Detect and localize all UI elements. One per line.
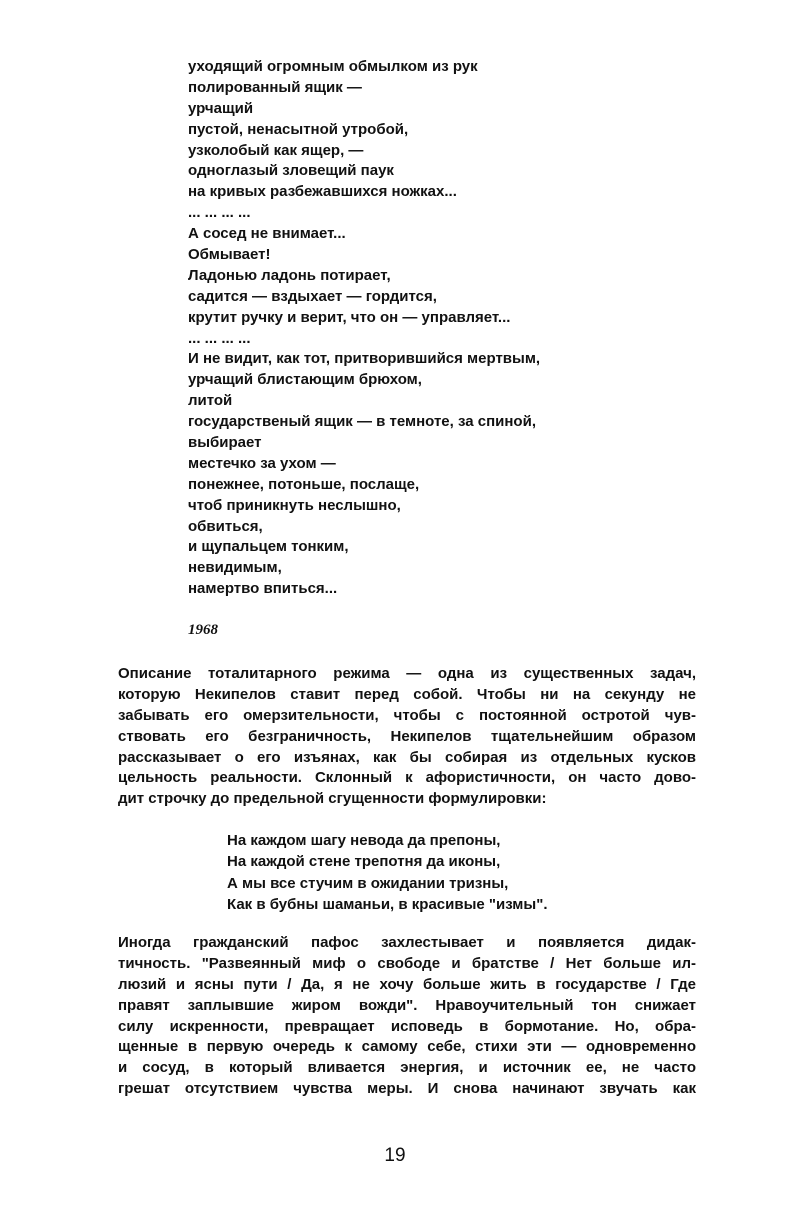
poem-line: понежнее, потоньше, послаще, [188, 475, 420, 493]
poem-line: садится — вздыхает — гордится, [188, 287, 437, 305]
paragraph-line: забывать его омерзительности, чтобы с постоянной остротой чув- [118, 706, 696, 724]
paragraph-line: рассказывает о его изъянах, как бы собирая из отдельных кусков [118, 748, 696, 766]
poem-line: государственый ящик — в темноте, за спиной, [188, 413, 536, 431]
poem-line: Обмывает! [188, 246, 271, 264]
page-number: 19 [384, 1145, 406, 1166]
poem-line: обвиться, [188, 517, 263, 535]
poem-line: А сосед не внимает... [188, 225, 346, 243]
quoted-verse [227, 830, 548, 916]
poem-line: невидимым, [188, 559, 282, 577]
poem-line: урчащий [188, 99, 254, 117]
quote-line: На каждом шагу невода да препоны, [227, 832, 501, 849]
paragraph-line: щенные в первую очередь к самому себе, стихи эти — одновременно [118, 1038, 696, 1056]
poem-line: намертво впиться... [188, 580, 338, 598]
poem-line: И не видит, как тот, притворившийся мертвым, [188, 350, 541, 368]
poem-line: полированный ящик — [188, 78, 362, 96]
poem-line: чтоб приникнуть неслышно, [188, 496, 401, 514]
paragraph-line: цельность реальности. Склонный к афористичности, он часто дово- [118, 769, 696, 787]
paragraph-line: тичность. "Развеянный миф о свободе и братстве / Нет больше ил- [118, 954, 696, 972]
paragraph-2 [118, 933, 696, 1100]
paragraph-line: люзий и ясны пути / Да, я не хочу больше жить в государстве / Где [118, 975, 696, 993]
paragraph-line: грешат отсутствием чувства меры. И снова начинают звучать как [118, 1080, 696, 1098]
quote-line: А мы все стучим в ожидании тризны, [227, 874, 509, 892]
poem-line: выбирает [188, 434, 262, 452]
poem-line: уходящий огромным обмылком из рук [188, 58, 478, 75]
paragraph-line: силу искренности, превращает исповедь в бормотание. Но, обра- [118, 1017, 696, 1035]
poem-line: ... ... ... ... [188, 204, 251, 222]
poem-line: одноглазый зловещий паук [188, 162, 394, 180]
poem-line: и щупальцем тонким, [188, 538, 349, 556]
poem-line: местечко за ухом — [188, 454, 336, 472]
quote-line: На каждой стене трепотня да иконы, [227, 853, 501, 871]
paragraph-line: которую Некипелов ставит перед собой. Чтобы ни на секунду не [118, 685, 696, 703]
paragraph-line: Описание тоталитарного режима — одна из существенных задач, [118, 665, 696, 682]
paragraph-line: дит строчку до предельной сгущенности формулировки: [118, 790, 547, 808]
poem-year: 1968 [188, 622, 218, 638]
quote-line: Как в бубны шаманьи, в красивые "измы". [227, 896, 548, 914]
poem-line: урчащий блистающим брюхом, [188, 371, 422, 389]
paragraph-line: Иногда гражданский пафос захлестывает и появляется дидак- [118, 934, 696, 951]
poem-line: Ладонью ладонь потирает, [188, 266, 391, 284]
poem-line: литой [188, 392, 233, 410]
poem-line: ... ... ... ... [188, 329, 251, 347]
poem-line: крутит ручку и верит, что он — управляет... [188, 308, 511, 326]
poem-line: на кривых разбежавшихся ножках... [188, 183, 457, 201]
paragraph-line: ствовать его безграничность, Некипелов тщательнейшим образом [118, 727, 696, 745]
paragraph-line: правят заплывшие жиром вожди". Нравоучительный тон снижает [118, 996, 696, 1014]
poem [188, 57, 540, 600]
paragraph-line: и сосуд, в который вливается энергия, и источник ее, не часто [118, 1059, 696, 1077]
poem-line: узколобый как ящер, — [188, 141, 364, 159]
paragraph-1 [118, 664, 696, 810]
poem-line: пустой, ненасытной утробой, [188, 120, 409, 138]
